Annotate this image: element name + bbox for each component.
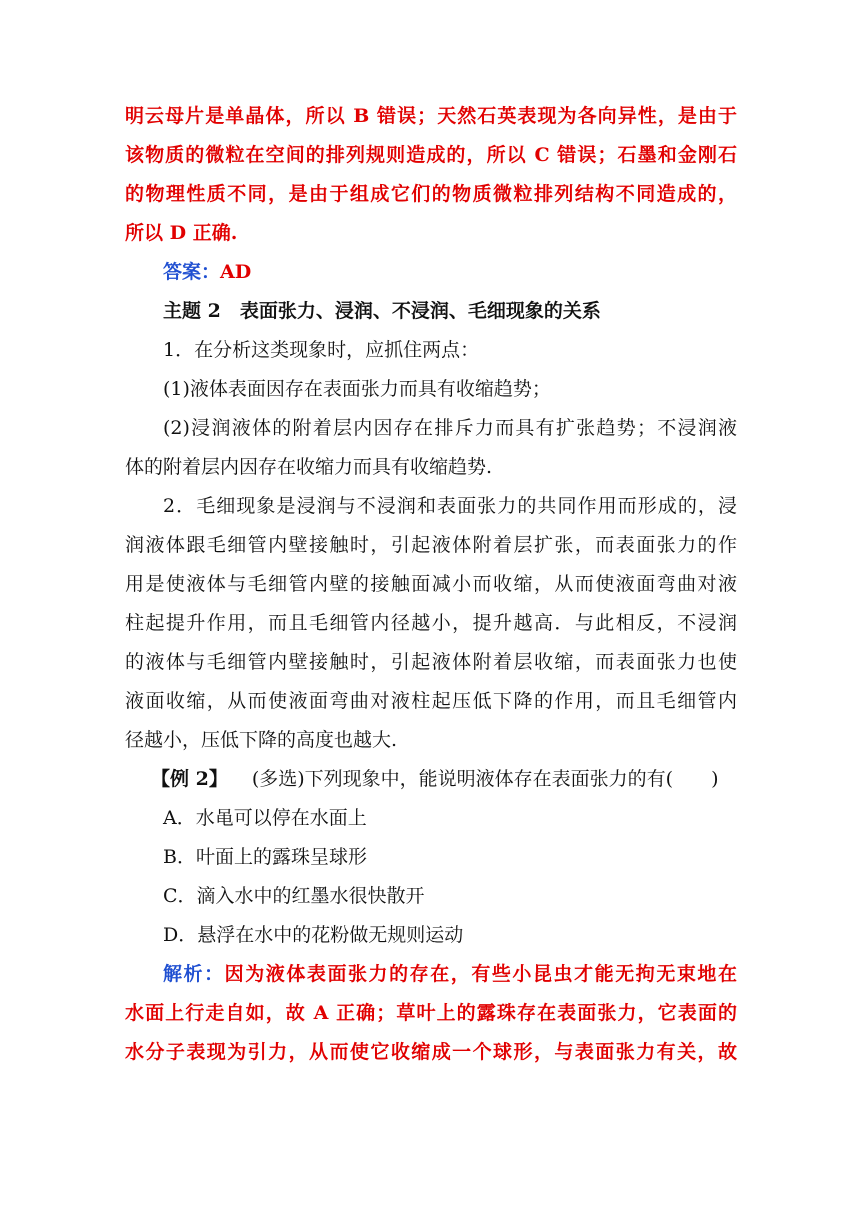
point-2-line-4: 柱起提升作用，而且毛细管内径越小，提升越高．与此相反，不浸润 [125, 612, 737, 634]
point-2-line-3: 用是使液体与毛细管内壁的接触面减小而收缩，从而使液面弯曲对液 [125, 573, 737, 595]
page-content [125, 97, 737, 1072]
topic-heading: 主题 2 表面张力、浸润、不浸润、毛细现象的关系 [163, 300, 601, 322]
point-2-line-6: 液面收缩，从而使液面弯曲对液柱起压低下降的作用，而且毛细管内 [125, 690, 737, 712]
example-question: (多选)下列现象中，能说明液体存在表面张力的有( ) [251, 768, 719, 790]
analysis2-line-2: 水面上行走自如，故 A 正确；草叶上的露珠存在表面张力，它表面的 [125, 1002, 737, 1024]
point-1-b-line-2: 体的附着层内因存在收缩力而具有收缩趋势. [125, 456, 493, 478]
point-1-b-line-1: (2)浸润液体的附着层内因存在排斥力而具有扩张趋势；不浸润液 [163, 417, 737, 439]
analysis2-line-3: 水分子表现为引力，从而使它收缩成一个球形，与表面张力有关，故 [125, 1041, 737, 1063]
option-d: D．悬浮在水中的花粉做无规则运动 [163, 924, 464, 946]
point-1-a: (1)液体表面因存在表面张力而具有收缩趋势； [163, 378, 551, 400]
option-b: B．叶面上的露珠呈球形 [163, 846, 367, 868]
point-2-line-5: 的液体与毛细管内壁接触时，引起液体附着层收缩，而表面张力也使 [125, 651, 737, 673]
analysis-line-2: 该物质的微粒在空间的排列规则造成的，所以 C 错误；石墨和金刚石 [125, 144, 737, 166]
example-label: 【例 2】 [151, 768, 228, 790]
point-2-line-7: 径越小，压低下降的高度也越大. [125, 729, 398, 751]
analysis-line-4: 所以 D 正确. [125, 222, 238, 244]
analysis2-line-1 [125, 955, 737, 994]
option-c: C．滴入水中的红墨水很快散开 [163, 885, 425, 907]
answer-value: AD [220, 261, 252, 283]
analysis-line-1: 明云母片是单晶体，所以 B 错误；天然石英表现为各向异性，是由于 [125, 105, 737, 127]
answer-label: 答案： [163, 261, 221, 283]
option-a: A．水黾可以停在水面上 [163, 807, 367, 829]
analysis-line-3: 的物理性质不同，是由于组成它们的物质微粒排列结构不同造成的， [125, 183, 737, 205]
analysis2-label: 解析： [163, 963, 225, 985]
analysis2-first: 因为液体表面张力的存在，有些小昆虫才能无拘无束地在 [224, 963, 737, 985]
point-2-line-1: 2．毛细现象是浸润与不浸润和表面张力的共同作用而形成的，浸 [163, 495, 737, 517]
point-2-line-2: 润液体跟毛细管内壁接触时，引起液体附着层扩张，而表面张力的作 [125, 534, 737, 556]
answer-line [125, 253, 737, 292]
example-question-line [125, 760, 737, 799]
point-1: 1．在分析这类现象时，应抓住两点： [163, 339, 480, 361]
